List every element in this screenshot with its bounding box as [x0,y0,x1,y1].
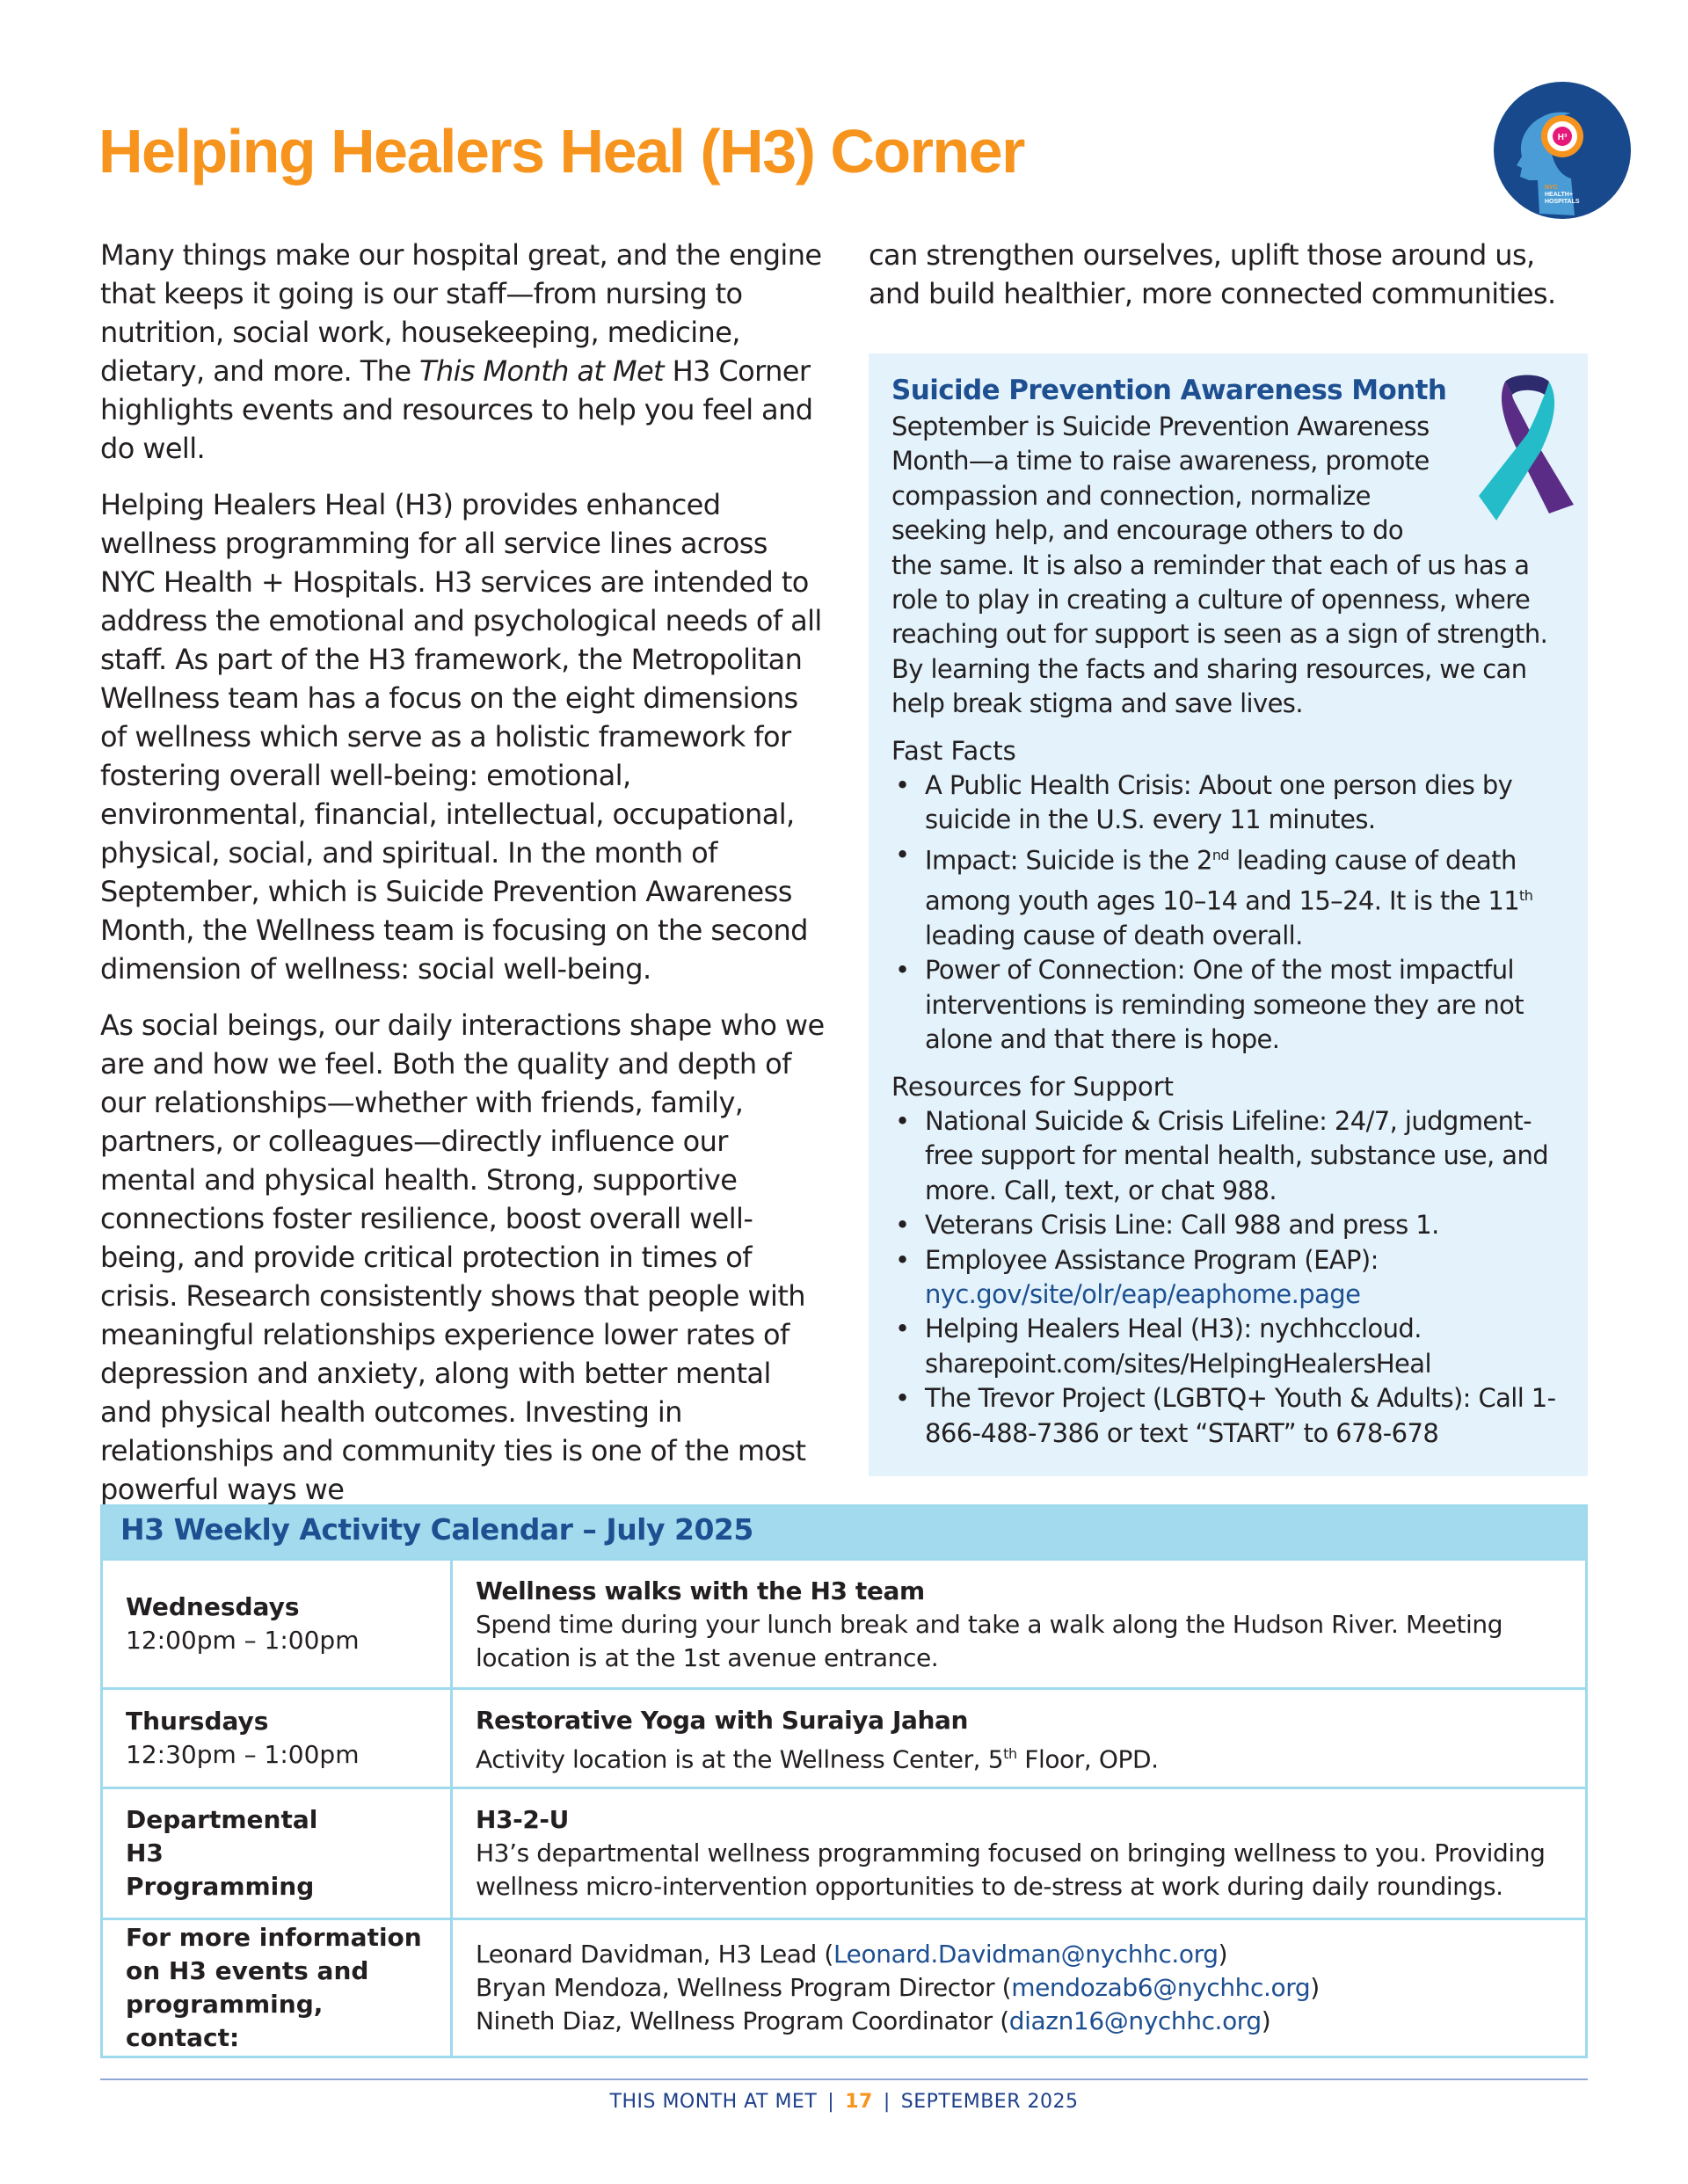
awareness-ribbon-icon [1479,373,1575,522]
table-row [103,1687,1585,1787]
page-number: 17 [845,2091,873,2113]
resources-heading: Resources for Support [891,1071,1175,1102]
intro-paragraph: Many things make our hospital great, and the engine that keeps it going is our staff—from nursing to nutrition, social work, housekeeping, medicine, dietary, and more. The This Month at Met H3 Corner highlights events and resources to help you feel and do well. [100,238,822,465]
page-title: Helping Healers Heal (H3) Corner [98,117,1024,186]
list-item: • Helping Healers Heal (H3): nychhccloud. sharepoint.com/sites/HelpingHealersHeal [891,1312,1565,1381]
contact-line: Nineth Diaz, Wellness Program Coordinator (diazn16@nychhc.org) [476,2006,1271,2035]
list-item: • Power of Connection: One of the most impactful interventions is reminding someone they are not alone and that there is hope. [891,953,1565,1057]
list-item: • Veterans Crisis Line: Call 988 and press 1. [891,1208,1565,1242]
box-intro: September is Suicide Prevention Awareness Month—a time to raise awareness, promote compassion and connection, normalize seeking help, and encourage others to do [891,411,1430,546]
box-heading: Suicide Prevention Awareness Month [891,375,1447,406]
eap-link[interactable]: nyc.gov/site/olr/eap/eaphome.page [925,1279,1361,1310]
email-link[interactable]: diazn16@nychhc.org [1008,2006,1262,2035]
activity-desc: H3’s departmental wellness programming focused on bringing wellness to you. Providing wellness micro-intervention opportunities to de-stress at work during daily roundings. [476,1838,1546,1901]
list-item: • A Public Health Crisis: About one person dies by suicide in the U.S. every 11 minutes. [891,768,1565,838]
activity-calendar [100,1504,1588,2058]
fast-facts-heading: Fast Facts [891,735,1016,766]
day: Wednesdays [126,1592,300,1621]
resources-list [891,1104,1565,1451]
fast-facts-list [891,768,1565,1058]
svg-text:HOSPITALS: HOSPITALS [1545,199,1580,205]
activity-name: Wellness walks with the H3 team [476,1576,925,1605]
contact-line: Leonard Davidman, H3 Lead (Leonard.Davidman@nychhc.org) [476,1940,1228,1969]
h3-logo [1494,82,1631,219]
calendar-title: H3 Weekly Activity Calendar – July 2025 [103,1507,1585,1558]
separator: | [883,2091,891,2113]
list-item: • Impact: Suicide is the 2nd leading cause of death among youth ages 10–14 and 15–24. It is the 11th leading cause of death overall. [891,838,1565,954]
list-item: • The Trevor Project (LGBTQ+ Youth & Adults): Call 1-866-488-7386 or text “START” to 678-678 [891,1381,1565,1451]
svg-text:NYC: NYC [1545,185,1558,191]
continued-paragraph: can strengthen ourselves, uplift those around us, and build healthier, more connected communities. [869,238,1556,310]
footer-divider [100,2078,1588,2080]
publication-name: THIS MONTH AT MET [609,2091,818,2113]
intro-column [100,236,830,1526]
contact-line: Bryan Mendoza, Wellness Program Director (mendozab6@nychhc.org) [476,1973,1320,2002]
svg-text:HEALTH+: HEALTH+ [1545,192,1573,198]
table-row [103,1558,1585,1687]
activity-desc: Activity location is at the Wellness Center, 5th Floor, OPD. [476,1744,1159,1774]
box-intro-cont: the same. It is also a reminder that each of us has a role to play in creating a culture of openness, where reaching out for support is seen as a sign of strength. By learning the facts and sharing resources, we can help break stigma and save lives. [891,550,1548,719]
contact-label: For more information on H3 events and programming, contact: [126,1923,422,2052]
activity-name: H3-2-U [476,1805,569,1834]
h3-paragraph: Helping Healers Heal (H3) provides enhanced wellness programming for all service lines across NYC Health + Hospitals. H3 services are intended to address the emotional and psychological needs of all staff. As part of the H3 framework, the Metropolitan Wellness team has a focus on the eight dimensions of wellness which serve as a holistic framework for fostering overall well-being: emotional, environmental, financial, intellectual, occupational, physical, social, and spiritual. In the month of September, which is Suicide Prevention Awareness Month, the Wellness team is focusing on the second dimension of wellness: social well-being. [100,488,822,986]
social-paragraph: As social beings, our daily interactions shape who we are and how we feel. Both the quality and depth of our relationships—whether with friends, family, partners, or colleagues—directly influence our mental and physical health. Strong, supportive connections foster resilience, boost overall well-being, and provide critical protection in times of crisis. Research consistently shows that people with meaningful relationships experience lower rates of depression and anxiety, along with better mental and physical health outcomes. Investing in relationships and community ties is one of the most powerful ways we [100,1008,825,1506]
program-label: Departmental H3 Programming [126,1805,318,1901]
footer [0,2091,1688,2113]
activity-name: Restorative Yoga with Suraiya Jahan [476,1706,969,1735]
email-link[interactable]: mendozab6@nychhc.org [1011,1973,1311,2002]
table-row [103,1787,1585,1918]
separator: | [827,2091,835,2113]
list-item: • National Suicide & Crisis Lifeline: 24/7, judgment-free support for mental health, substance use, and more. Call, text, or chat 988. [891,1104,1565,1208]
time: 12:30pm – 1:00pm [126,1740,360,1769]
time: 12:00pm – 1:00pm [126,1626,360,1655]
issue-date: SEPTEMBER 2025 [900,2091,1079,2113]
table-row [103,1918,1585,2056]
list-item: • Employee Assistance Program (EAP): nyc.gov/site/olr/eap/eaphome.page [891,1243,1565,1313]
suicide-prevention-box [869,353,1588,1476]
svg-text:H³: H³ [1557,133,1568,142]
email-link[interactable]: Leonard.Davidman@nychhc.org [833,1940,1219,1969]
activity-desc: Spend time during your lunch break and take a walk along the Hudson River. Meeting location is at the 1st avenue entrance. [476,1610,1503,1672]
day: Thursdays [126,1707,269,1736]
